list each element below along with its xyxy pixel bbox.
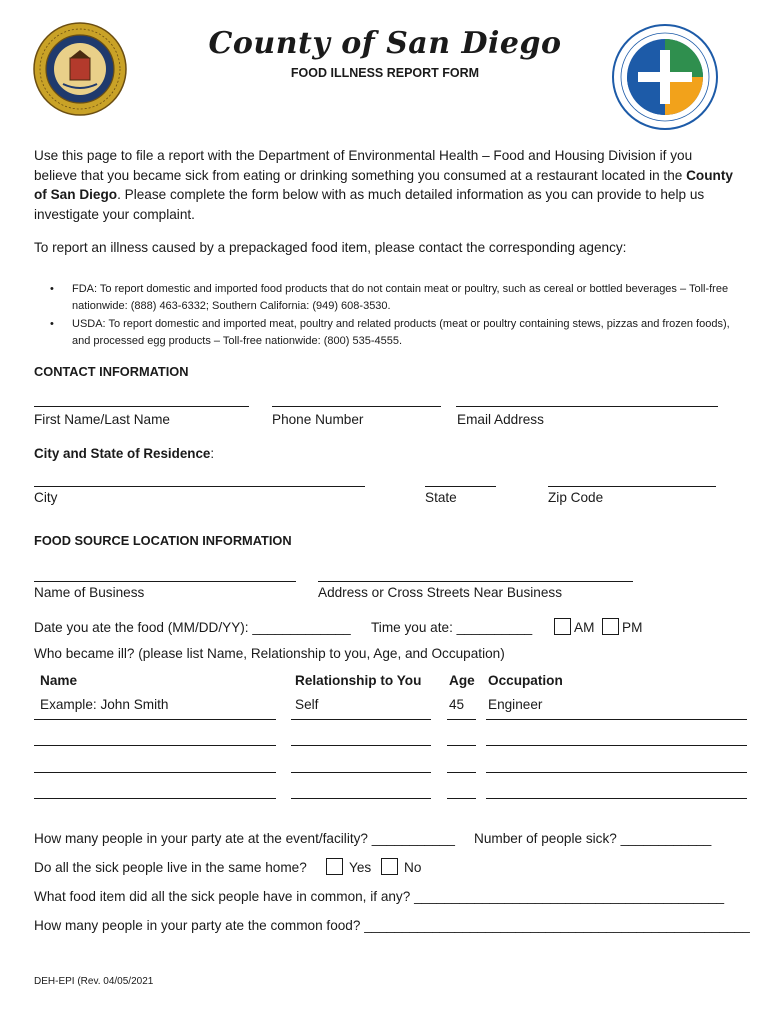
residence-heading bbox=[34, 446, 214, 461]
ill-person-1-name[interactable] bbox=[34, 745, 276, 746]
yes-label: Yes bbox=[349, 860, 372, 875]
yes-checkbox[interactable] bbox=[326, 858, 343, 875]
col-header-occupation: Occupation bbox=[488, 673, 563, 688]
usda-bullet-text: USDA: To report domestic and imported meat, poultry and related products (meat or poultry containing stews, pizzas and frozen foods), and processed egg products – Toll-free nationwide: (800) 535-4555. bbox=[72, 318, 730, 347]
name-label: First Name/Last Name bbox=[34, 412, 170, 427]
intro-paragraph bbox=[34, 146, 734, 224]
zip-field[interactable] bbox=[548, 486, 716, 487]
party-ate-question[interactable]: How many people in your party ate at the event/facility? ___________ bbox=[34, 831, 455, 846]
ill-person-2-occupation[interactable] bbox=[486, 772, 747, 773]
common-food-question[interactable]: What food item did all the sick people have in common, if any? _________________________________________ bbox=[34, 889, 725, 904]
col-header-age: Age bbox=[449, 673, 475, 688]
residence-colon: : bbox=[210, 446, 215, 461]
intro-text-1: Use this page to file a report with the Department of Environmental Health – Food and Housing Division if you believe that you became sick from eating or drinking something you consumed at a restaurant located in the bbox=[34, 148, 693, 183]
phone-field[interactable] bbox=[272, 406, 441, 407]
residence-heading-text: City and State of Residence bbox=[34, 446, 211, 461]
bullet-marker: • bbox=[50, 283, 54, 295]
pm-label: PM bbox=[622, 620, 643, 635]
table-row-relationship-line bbox=[291, 719, 431, 720]
table-row-occupation-line bbox=[486, 719, 747, 720]
agency-list bbox=[34, 281, 739, 351]
agency-list-item-usda bbox=[34, 316, 739, 349]
table-row-name-line bbox=[34, 719, 276, 720]
no-label: No bbox=[404, 860, 422, 875]
email-field[interactable] bbox=[456, 406, 718, 407]
ill-person-1-age[interactable] bbox=[447, 745, 476, 746]
example-relationship: Self bbox=[295, 697, 319, 712]
food-source-heading: FOOD SOURCE LOCATION INFORMATION bbox=[34, 533, 292, 548]
state-field[interactable] bbox=[425, 486, 496, 487]
no-checkbox[interactable] bbox=[381, 858, 398, 875]
ill-person-1-relationship[interactable] bbox=[291, 745, 431, 746]
city-field[interactable] bbox=[34, 486, 365, 487]
date-ate-field[interactable]: Date you ate the food (MM/DD/YY): _____________ bbox=[34, 620, 351, 635]
who-ill-question: Who became ill? (please list Name, Relationship to you, Age, and Occupation) bbox=[34, 646, 505, 661]
same-home-question: Do all the sick people live in the same home? bbox=[34, 860, 307, 875]
county-seal-logo bbox=[33, 22, 127, 116]
email-label: Email Address bbox=[457, 412, 544, 427]
form-title: FOOD ILLNESS REPORT FORM bbox=[290, 66, 480, 80]
pm-checkbox[interactable] bbox=[602, 618, 619, 635]
deh-seal-logo bbox=[612, 24, 718, 130]
county-title: County of San Diego bbox=[208, 26, 562, 61]
time-ate-field[interactable]: Time you ate: __________ bbox=[371, 620, 533, 635]
contact-heading: CONTACT INFORMATION bbox=[34, 364, 189, 379]
ill-person-2-relationship[interactable] bbox=[291, 772, 431, 773]
revision-footer: DEH-EPI (Rev. 04/05/2021 bbox=[34, 976, 154, 987]
bullet-marker: • bbox=[50, 318, 54, 330]
name-field[interactable] bbox=[34, 406, 249, 407]
ill-person-2-age[interactable] bbox=[447, 772, 476, 773]
am-checkbox[interactable] bbox=[554, 618, 571, 635]
example-age: 45 bbox=[449, 697, 465, 712]
fda-bullet-text: FDA: To report domestic and imported food products that do not contain meat or poultry, such as cereal or bottled beverages – Toll-free nationwide: (888) 463-6332; Southern California: (949) 608-3530. bbox=[72, 283, 729, 312]
ill-person-3-age[interactable] bbox=[447, 798, 476, 799]
business-name-field[interactable] bbox=[34, 581, 296, 582]
agency-list-item-fda bbox=[34, 281, 739, 314]
number-sick-question[interactable]: Number of people sick? ____________ bbox=[474, 831, 712, 846]
col-header-relationship: Relationship to You bbox=[295, 673, 422, 688]
phone-label: Phone Number bbox=[272, 412, 364, 427]
intro-county-name: County of San Diego bbox=[34, 167, 733, 202]
example-occupation: Engineer bbox=[488, 697, 543, 712]
prepackaged-note: To report an illness caused by a prepackaged food item, please contact the corresponding agency: bbox=[34, 240, 627, 255]
am-label: AM bbox=[574, 620, 595, 635]
state-label: State bbox=[425, 490, 457, 505]
ill-person-3-occupation[interactable] bbox=[486, 798, 747, 799]
city-label: City bbox=[34, 490, 58, 505]
business-address-field[interactable] bbox=[318, 581, 633, 582]
ill-person-3-name[interactable] bbox=[34, 798, 276, 799]
example-name: Example: John Smith bbox=[40, 697, 169, 712]
zip-label: Zip Code bbox=[548, 490, 604, 505]
business-name-label: Name of Business bbox=[34, 585, 145, 600]
ill-person-1-occupation[interactable] bbox=[486, 745, 747, 746]
col-header-name: Name bbox=[40, 673, 78, 688]
ill-person-2-name[interactable] bbox=[34, 772, 276, 773]
ate-common-food-question[interactable]: How many people in your party ate the common food? ___________________________________________________ bbox=[34, 918, 750, 933]
intro-text-2: . Please complete the form below with as much detailed information as you can provide to help us investigate your complaint. bbox=[34, 187, 705, 222]
ill-person-3-relationship[interactable] bbox=[291, 798, 431, 799]
table-row-age-line bbox=[447, 719, 476, 720]
business-address-label: Address or Cross Streets Near Business bbox=[318, 585, 563, 600]
